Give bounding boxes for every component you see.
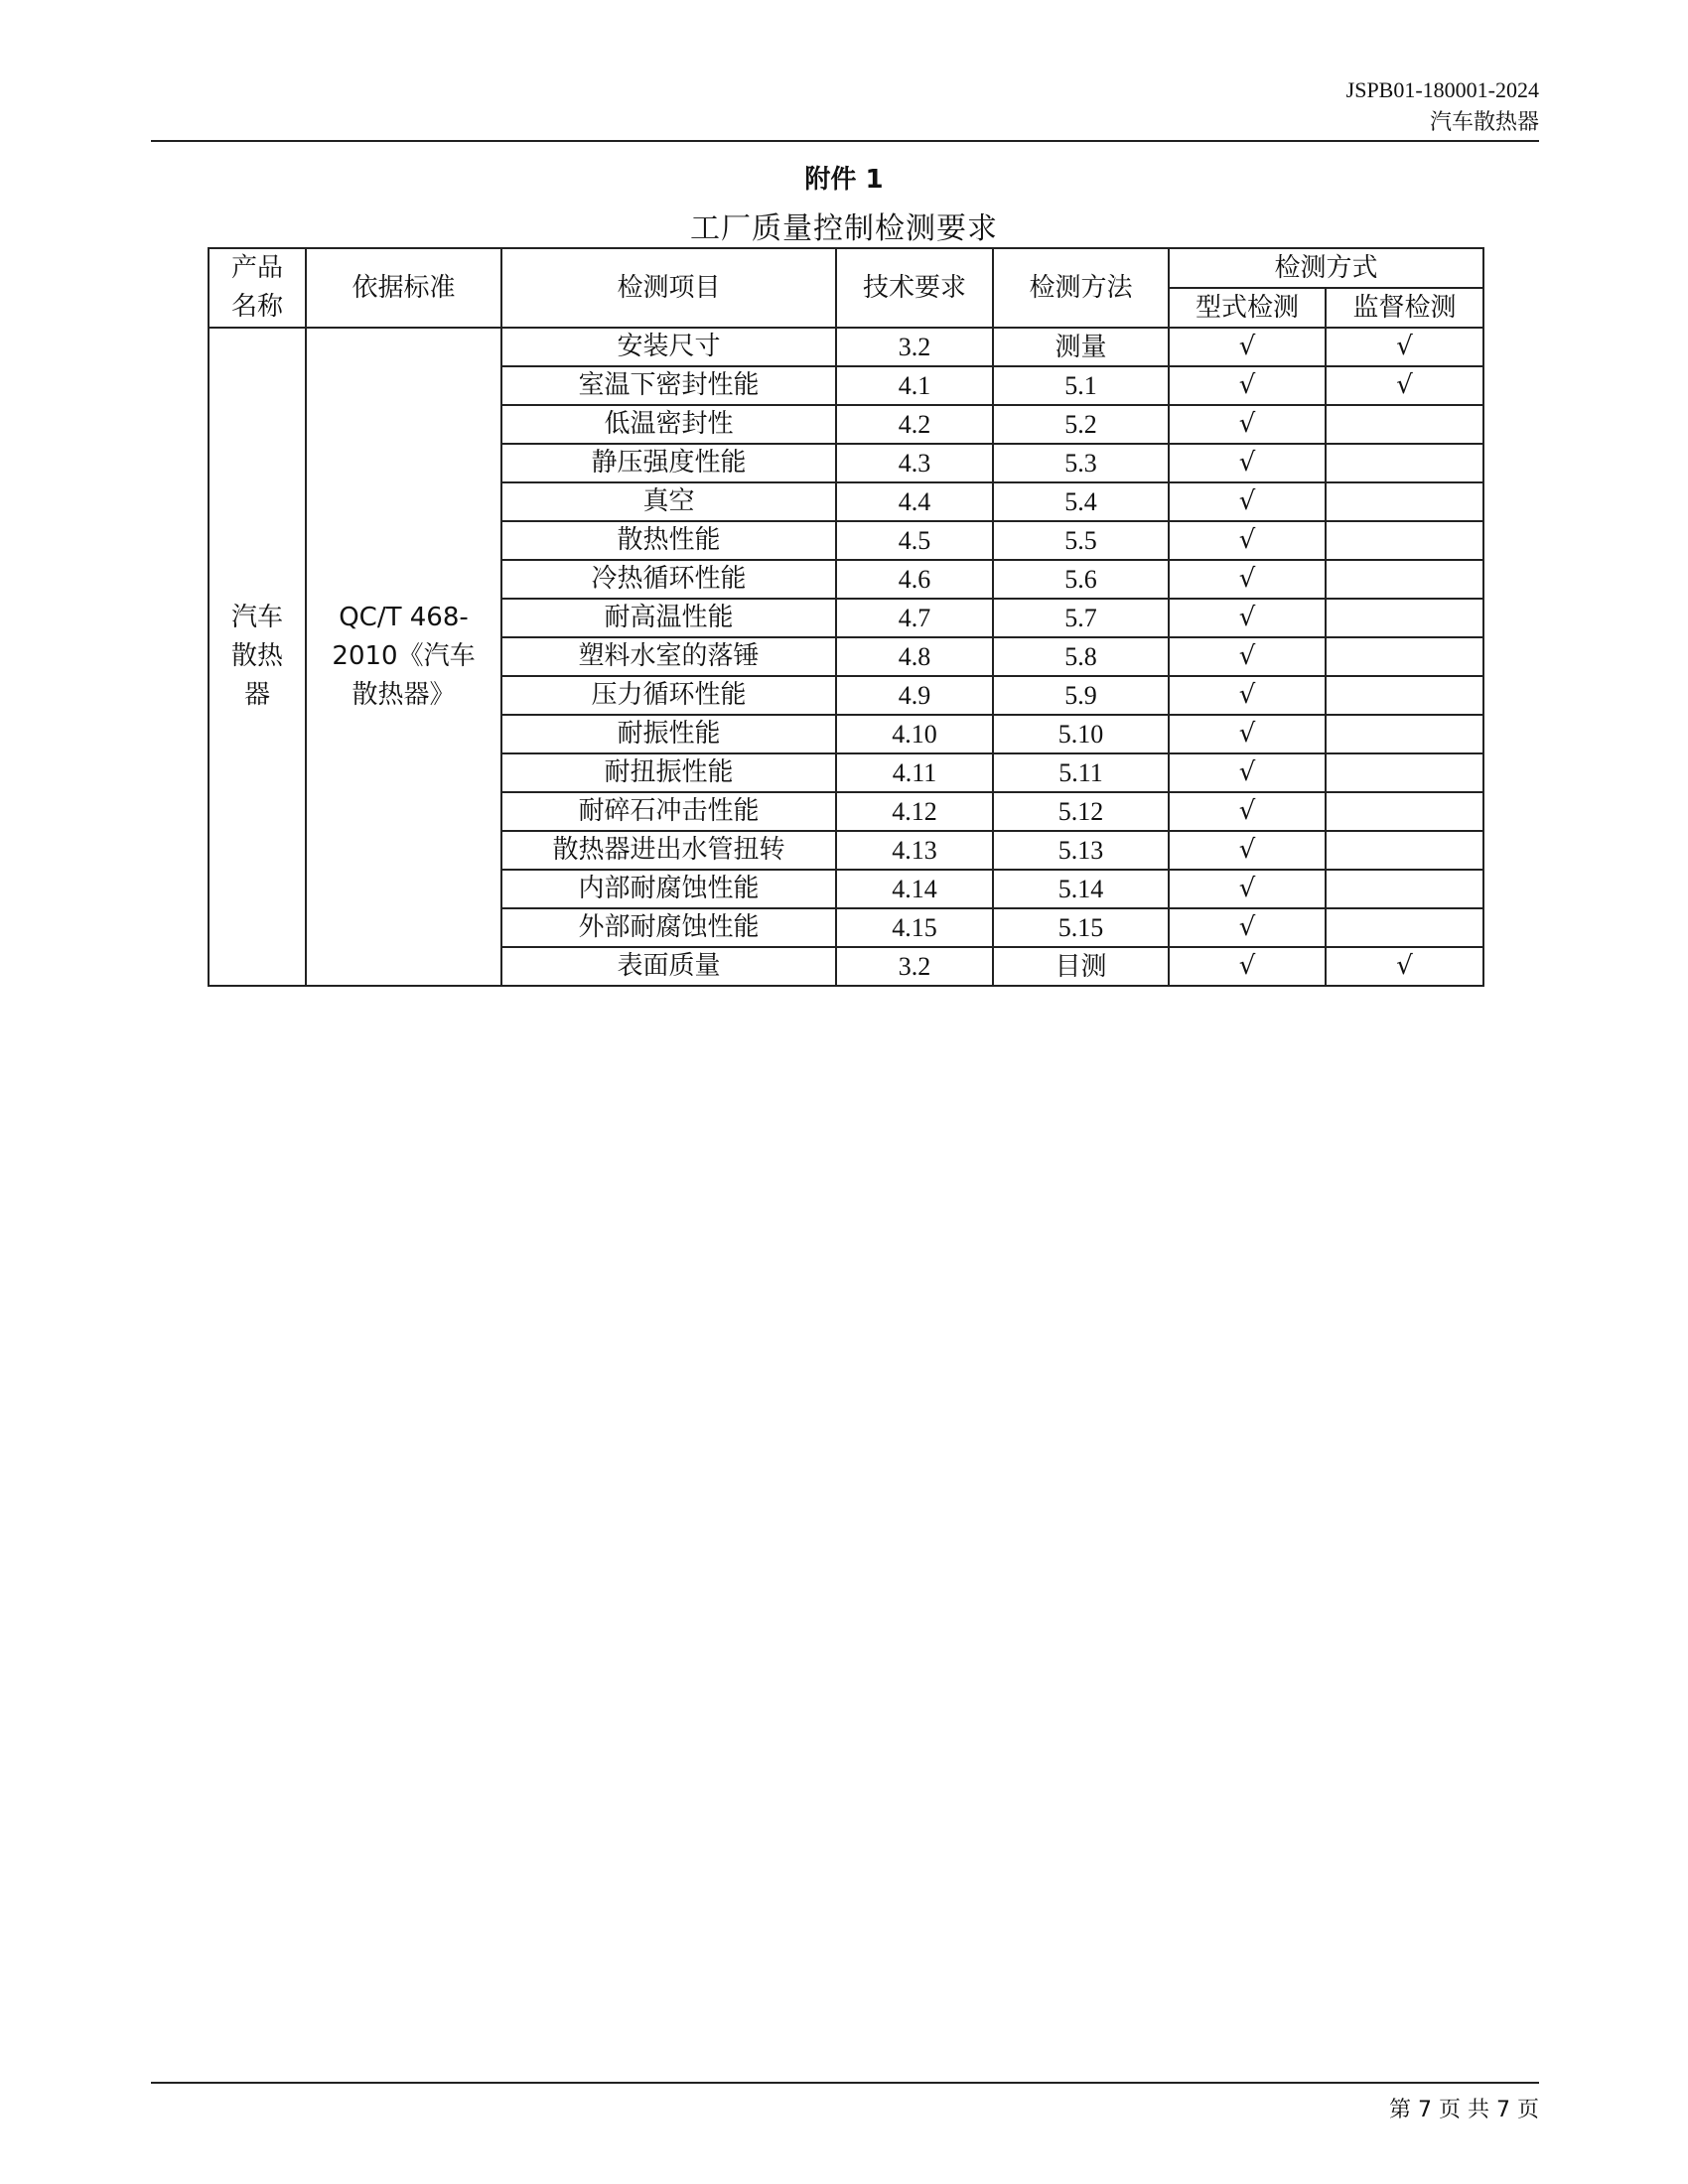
tech-requirement-cell: 3.2 — [836, 947, 993, 986]
type-test-cell: √ — [1169, 444, 1326, 482]
test-method-cell: 5.7 — [993, 599, 1169, 637]
test-method-cell: 5.10 — [993, 715, 1169, 753]
tech-requirement-cell: 4.10 — [836, 715, 993, 753]
tech-requirement-cell: 4.4 — [836, 482, 993, 521]
type-test-cell: √ — [1169, 715, 1326, 753]
test-method-cell: 5.3 — [993, 444, 1169, 482]
test-method-cell: 5.14 — [993, 870, 1169, 908]
supervision-test-cell — [1326, 405, 1483, 444]
test-item-cell: 室温下密封性能 — [501, 366, 836, 405]
tech-requirement-cell: 4.5 — [836, 521, 993, 560]
test-item-cell: 散热性能 — [501, 521, 836, 560]
supervision-test-cell — [1326, 482, 1483, 521]
type-test-cell: √ — [1169, 947, 1326, 986]
header-tech-requirement: 技术要求 — [836, 248, 993, 328]
tech-requirement-cell: 4.6 — [836, 560, 993, 599]
table-row — [209, 328, 1483, 366]
supervision-test-cell — [1326, 831, 1483, 870]
type-test-cell: √ — [1169, 870, 1326, 908]
header-test-method: 检测方法 — [993, 248, 1169, 328]
supervision-test-cell — [1326, 715, 1483, 753]
type-test-cell: √ — [1169, 676, 1326, 715]
type-test-cell: √ — [1169, 908, 1326, 947]
tech-requirement-cell: 4.11 — [836, 753, 993, 792]
tech-requirement-cell: 4.7 — [836, 599, 993, 637]
test-item-cell: 表面质量 — [501, 947, 836, 986]
supervision-test-cell — [1326, 792, 1483, 831]
test-item-cell: 压力循环性能 — [501, 676, 836, 715]
tech-requirement-cell: 4.1 — [836, 366, 993, 405]
type-test-cell: √ — [1169, 599, 1326, 637]
annex-label: 附件 1 — [804, 165, 884, 195]
page-number: 第 7 页 共 7 页 — [1389, 2098, 1539, 2122]
test-item-cell: 冷热循环性能 — [501, 560, 836, 599]
type-test-cell: √ — [1169, 753, 1326, 792]
type-test-cell: √ — [1169, 328, 1326, 366]
page-title: 工厂质量控制检测要求 — [690, 211, 998, 246]
test-method-cell: 5.1 — [993, 366, 1169, 405]
test-item-cell: 散热器进出水管扭转 — [501, 831, 836, 870]
test-method-cell: 5.8 — [993, 637, 1169, 676]
supervision-test-cell — [1326, 560, 1483, 599]
type-test-cell: √ — [1169, 637, 1326, 676]
type-test-cell: √ — [1169, 560, 1326, 599]
tech-requirement-cell: 4.13 — [836, 831, 993, 870]
supervision-test-cell — [1326, 521, 1483, 560]
tech-requirement-cell: 4.8 — [836, 637, 993, 676]
tech-requirement-cell: 4.2 — [836, 405, 993, 444]
supervision-test-cell — [1326, 444, 1483, 482]
type-test-cell: √ — [1169, 792, 1326, 831]
test-item-cell: 耐振性能 — [501, 715, 836, 753]
type-test-cell: √ — [1169, 366, 1326, 405]
document-code: JSPB01-180001-2024 — [1345, 77, 1539, 102]
type-test-cell: √ — [1169, 521, 1326, 560]
header-supervision-test: 监督检测 — [1326, 288, 1483, 328]
test-method-cell: 5.2 — [993, 405, 1169, 444]
test-item-cell: 塑料水室的落锤 — [501, 637, 836, 676]
product-name-cell: 汽车散热器 — [209, 328, 306, 986]
supervision-test-cell: √ — [1326, 947, 1483, 986]
type-test-cell: √ — [1169, 405, 1326, 444]
table-body — [209, 328, 1483, 986]
type-test-cell: √ — [1169, 831, 1326, 870]
test-item-cell: 耐碎石冲击性能 — [501, 792, 836, 831]
test-method-cell: 测量 — [993, 328, 1169, 366]
supervision-test-cell — [1326, 870, 1483, 908]
test-method-cell: 5.13 — [993, 831, 1169, 870]
tech-requirement-cell: 4.15 — [836, 908, 993, 947]
supervision-test-cell — [1326, 599, 1483, 637]
test-item-cell: 耐高温性能 — [501, 599, 836, 637]
document-subject: 汽车散热器 — [1429, 110, 1539, 135]
test-item-cell: 耐扭振性能 — [501, 753, 836, 792]
tech-requirement-cell: 3.2 — [836, 328, 993, 366]
supervision-test-cell — [1326, 753, 1483, 792]
test-item-cell: 内部耐腐蚀性能 — [501, 870, 836, 908]
supervision-test-cell — [1326, 637, 1483, 676]
footer-rule — [151, 2082, 1539, 2084]
test-method-cell: 5.5 — [993, 521, 1169, 560]
tech-requirement-cell: 4.9 — [836, 676, 993, 715]
test-method-cell: 5.12 — [993, 792, 1169, 831]
supervision-test-cell: √ — [1326, 328, 1483, 366]
standard-cell: QC/T 468-2010《汽车散热器》 — [306, 328, 501, 986]
test-method-cell: 5.4 — [993, 482, 1169, 521]
test-item-cell: 外部耐腐蚀性能 — [501, 908, 836, 947]
test-method-cell: 5.6 — [993, 560, 1169, 599]
test-item-cell: 真空 — [501, 482, 836, 521]
header-type-test: 型式检测 — [1169, 288, 1326, 328]
test-item-cell: 静压强度性能 — [501, 444, 836, 482]
supervision-test-cell — [1326, 676, 1483, 715]
requirements-table — [208, 247, 1484, 987]
test-method-cell: 目测 — [993, 947, 1169, 986]
supervision-test-cell: √ — [1326, 366, 1483, 405]
header-test-item: 检测项目 — [501, 248, 836, 328]
tech-requirement-cell: 4.3 — [836, 444, 993, 482]
test-item-cell: 安装尺寸 — [501, 328, 836, 366]
supervision-test-cell — [1326, 908, 1483, 947]
header-test-mode: 检测方式 — [1169, 248, 1483, 288]
header-product-name: 产品名称 — [209, 248, 306, 328]
type-test-cell: √ — [1169, 482, 1326, 521]
test-method-cell: 5.15 — [993, 908, 1169, 947]
header-rule — [151, 140, 1539, 142]
tech-requirement-cell: 4.12 — [836, 792, 993, 831]
test-method-cell: 5.11 — [993, 753, 1169, 792]
test-method-cell: 5.9 — [993, 676, 1169, 715]
test-item-cell: 低温密封性 — [501, 405, 836, 444]
tech-requirement-cell: 4.14 — [836, 870, 993, 908]
header-basis-standard: 依据标准 — [306, 248, 501, 328]
